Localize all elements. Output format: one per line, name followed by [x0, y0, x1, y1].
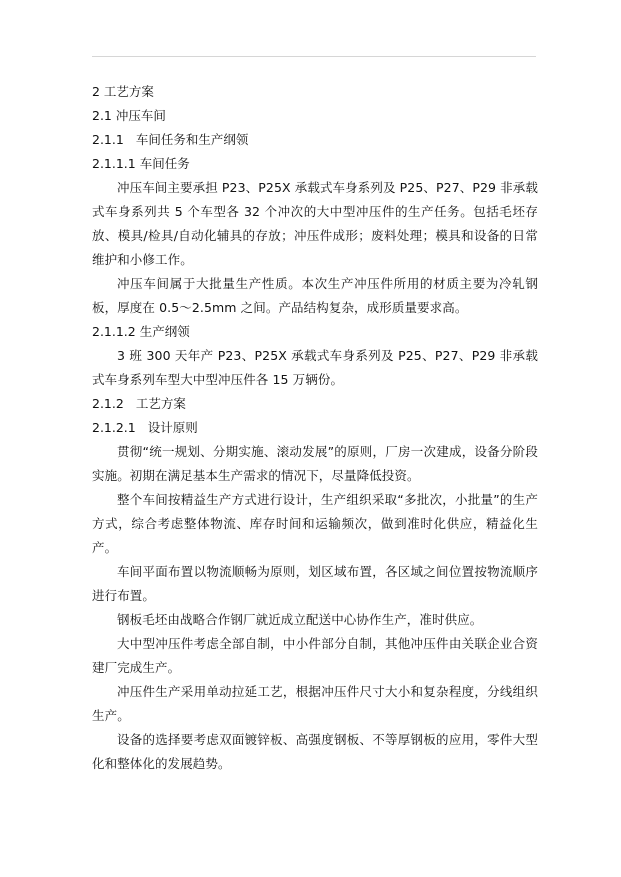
heading-2: 2 工艺方案	[92, 84, 154, 99]
heading-2-1-1-1: 2.1.1.1 车间任务	[92, 156, 190, 171]
heading-2-1-1-title: 车间任务和生产纲领	[135, 132, 249, 147]
heading-2-1-2-1	[92, 416, 538, 440]
heading-2-1-2	[92, 392, 538, 416]
heading-2-1-2-number: 2.1.2	[92, 396, 124, 411]
paragraph-task-2: 冲压车间属于大批量生产性质。本次生产冲压件所用的材质主要为冷轧钢板，厚度在 0.5～2.5mm 之间。产品结构复杂，成形质量要求高。	[92, 276, 538, 315]
heading-2-1-1-2: 2.1.1.2 生产纲领	[92, 324, 190, 339]
document-body	[92, 80, 538, 776]
paragraph-task-1: 冲压车间主要承担 P23、P25X 承载式车身系列及 P25、P27、P29 非承载式车身系列共 5 个车型各 32 个冲次的大中型冲压件的生产任务。包括毛坯存放、模具/检具/自动化辅具的存放；冲压件成形；废料处理；模具和设备的日常维护和小修工作。	[92, 180, 538, 267]
paragraph-principle-7: 设备的选择要考虑双面镀锌板、高强度钢板、不等厚钢板的应用，零件大型化和整体化的发展趋势。	[92, 732, 538, 771]
heading-2-1: 2.1 冲压车间	[92, 108, 166, 123]
paragraph-principle-5: 大中型冲压件考虑全部自制，中小件部分自制，其他冲压件由关联企业合资建厂完成生产。	[92, 636, 538, 675]
header-rule	[92, 56, 536, 57]
heading-2-1-2-1-title: 设计原则	[147, 420, 198, 435]
heading-2-1-1-number: 2.1.1	[92, 132, 124, 147]
paragraph-program-1: 3 班 300 天年产 P23、P25X 承载式车身系列及 P25、P27、P29 非承载式车身系列车型大中型冲压件各 15 万辆份。	[92, 348, 538, 387]
heading-2-1-2-1-number: 2.1.2.1	[92, 420, 136, 435]
heading-2-1-1	[92, 128, 538, 152]
heading-2-1-2-title: 工艺方案	[135, 396, 186, 411]
paragraph-principle-2: 整个车间按精益生产方式进行设计，生产组织采取“多批次，小批量”的生产方式，综合考虑整体物流、库存时间和运输频次，做到准时化供应，精益化生产。	[92, 492, 538, 555]
paragraph-principle-6: 冲压件生产采用单动拉延工艺，根据冲压件尺寸大小和复杂程度，分线组织生产。	[92, 684, 538, 723]
paragraph-principle-1: 贯彻“统一规划、分期实施、滚动发展”的原则，厂房一次建成，设备分阶段实施。初期在满足基本生产需求的情况下，尽量降低投资。	[92, 444, 538, 483]
paragraph-principle-4: 钢板毛坯由战略合作钢厂就近成立配送中心协作生产，准时供应。	[117, 612, 483, 627]
paragraph-principle-3: 车间平面布置以物流顺畅为原则，划区域布置，各区域之间位置按物流顺序进行布置。	[92, 564, 538, 603]
